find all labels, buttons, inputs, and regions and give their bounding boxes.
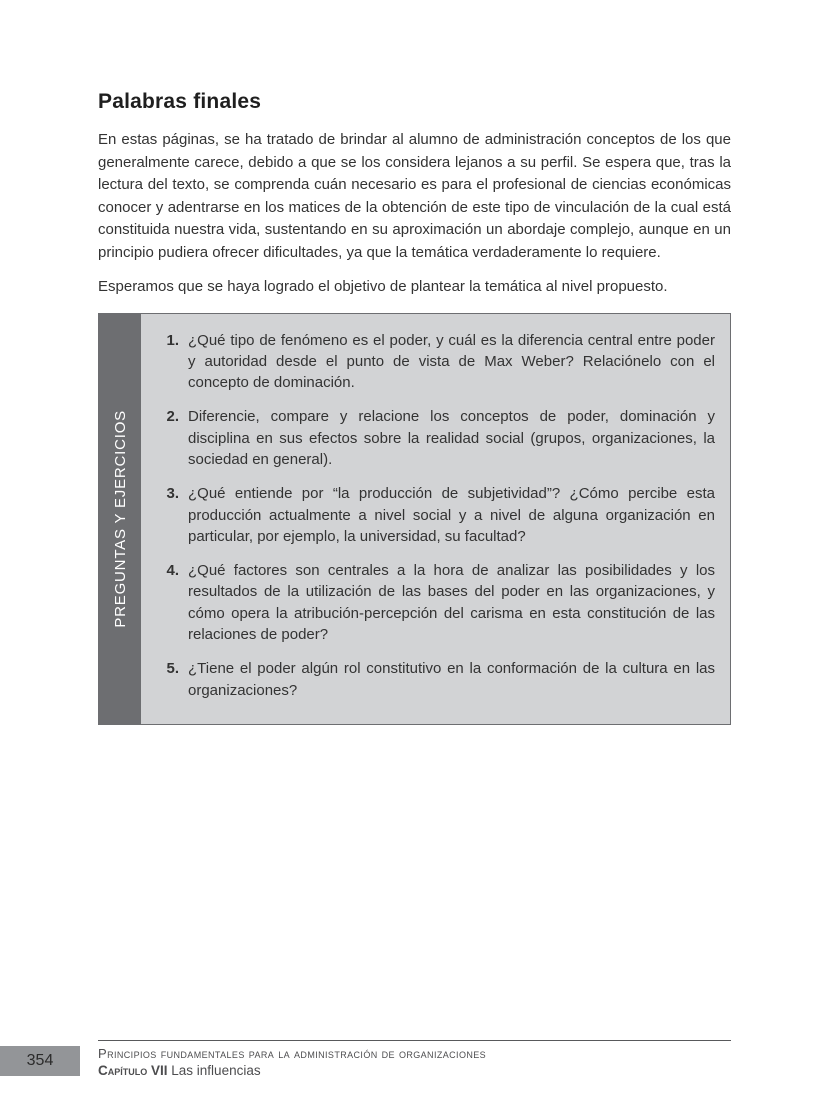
page-number-badge (0, 1046, 80, 1076)
question-number: 2. (166, 408, 179, 426)
question-number: 4. (166, 562, 179, 580)
questions-sidebar (99, 314, 141, 724)
footer-chapter (98, 1063, 486, 1078)
question-item (155, 330, 715, 394)
paragraph-intro: En estas páginas, se ha tratado de brindar al alumno de administración conceptos de los que generalmente carece, debido a que se los considera lejanos a su perfil. Se espera que, tras la lectura del texto, se comprenda cuán necesario es para el profesional de ciencias económicas conocer y adentrarse en los matices de la obtención de este tipo de vinculación de la cual está constituida nuestra vida, sustentando en su aproximación un abordaje complejo, aunque en un principio pudiera ofrecer dificultades, ya que la temática verdaderamente lo requiere. (98, 131, 731, 261)
question-text: ¿Qué entiende por “la producción de subjetividad”? ¿Cómo percibe esta producción actualmente a nivel social y a nivel de alguna organización en particular, por ejemplo, la universidad, su facultad? (188, 485, 715, 545)
question-item (155, 406, 715, 470)
question-text: ¿Tiene el poder algún rol constitutivo en la conformación de la cultura en las organizaciones? (188, 660, 715, 699)
footer-chapter-title: Las influencias (171, 1063, 261, 1078)
footer (98, 1046, 486, 1078)
paragraph-closing: Esperamos que se haya logrado el objetivo de plantear la temática al nivel propuesto. (98, 278, 668, 295)
page-content (98, 90, 731, 725)
footer-divider (98, 1040, 731, 1041)
questions-box (98, 313, 731, 725)
questions-sidebar-label: PREGUNTAS Y EJERCICIOS (111, 409, 129, 628)
footer-chapter-label: Capítulo VII (98, 1063, 168, 1078)
question-text: ¿Qué factores son centrales a la hora de analizar las posibilidades y los resultados de la utilización de las bases del poder en las organizaciones, y cómo opera la atribución-percepción del carisma en esta constitución de las relaciones de poder? (188, 562, 715, 644)
page-number: 354 (26, 1052, 54, 1069)
question-item (155, 483, 715, 547)
question-text: Diferencie, compare y relacione los conceptos de poder, dominación y disciplina en sus efectos sobre la realidad social (grupos, organizaciones, la sociedad en general). (188, 408, 715, 468)
question-number: 3. (166, 485, 179, 503)
question-number: 1. (166, 331, 179, 349)
question-text: ¿Qué tipo de fenómeno es el poder, y cuál es la diferencia central entre poder y autoridad desde el punto de vista de Max Weber? Relaciónelo con el concepto de dominación. (188, 331, 715, 392)
questions-list (141, 314, 730, 724)
question-item (155, 560, 715, 645)
question-number: 5. (166, 660, 179, 678)
page-title: Palabras finales (98, 90, 262, 113)
footer-book-title: Principios fundamentales para la administración de organizaciones (98, 1046, 487, 1061)
question-item (155, 658, 715, 701)
